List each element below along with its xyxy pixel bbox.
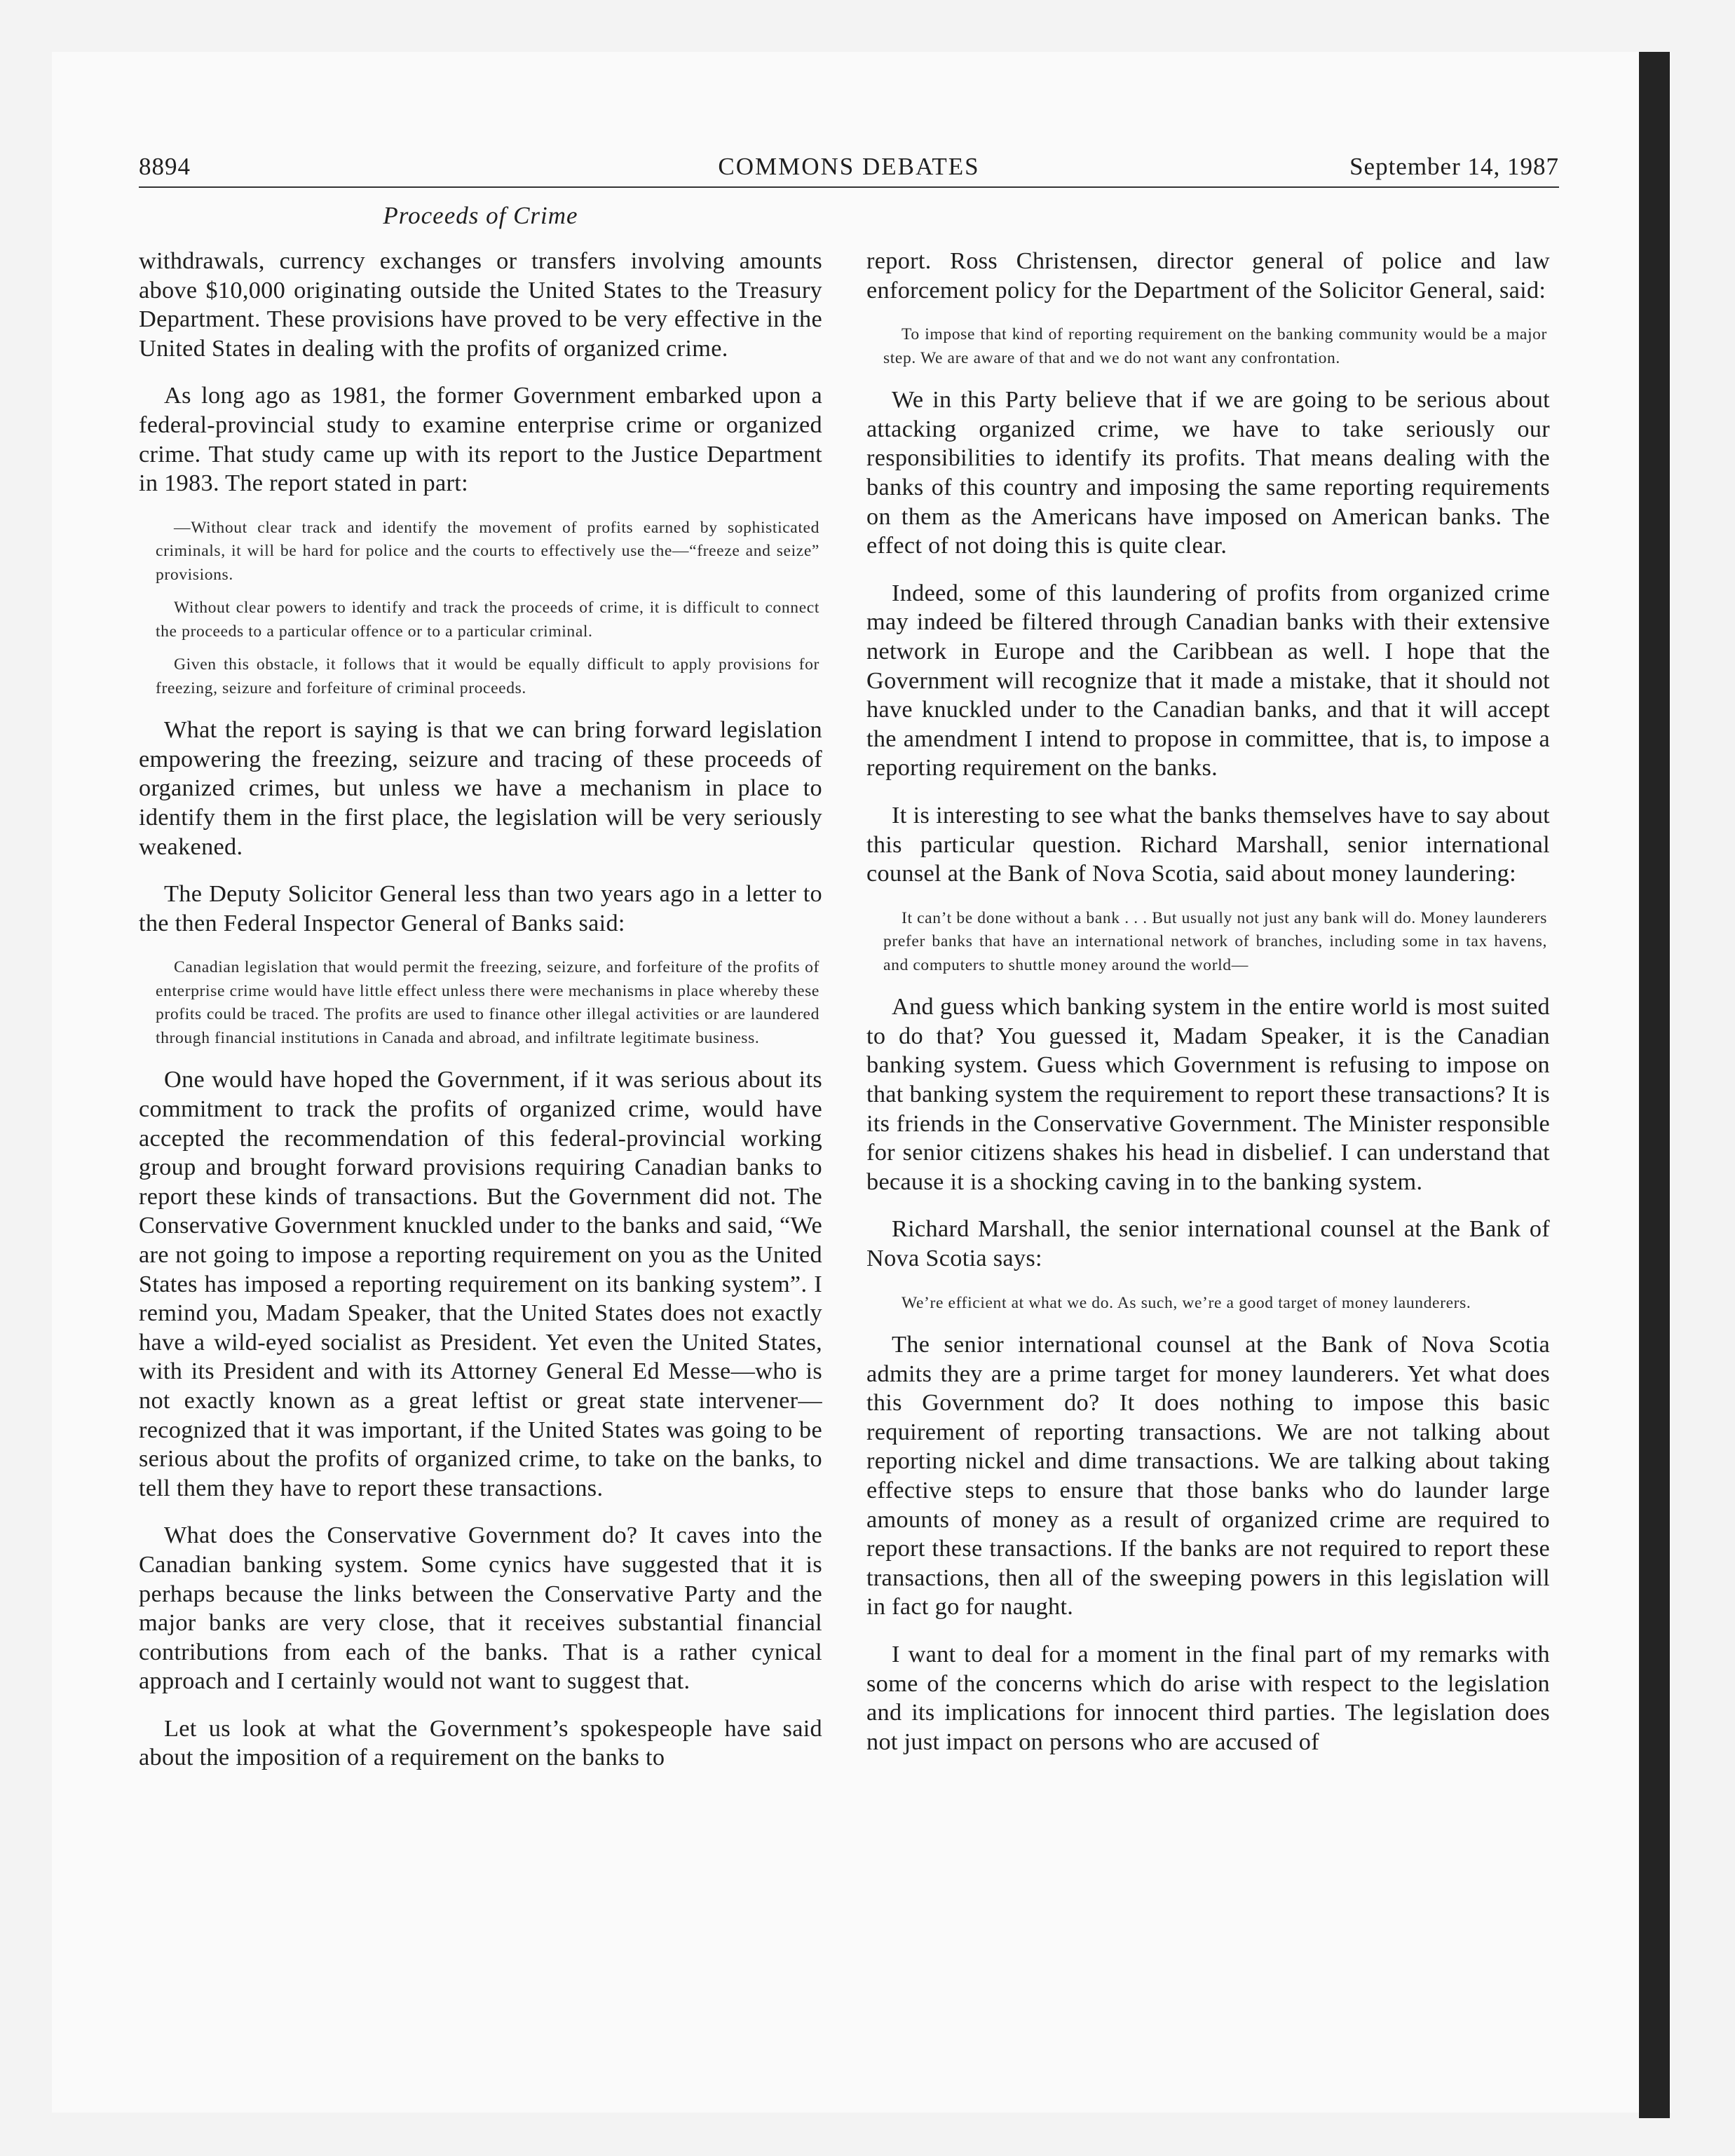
paragraph: The senior international counsel at the Bank of Nova Scotia admits they are a prime target for money launderers. Yet what does this Government do? It does nothing to impose this basic requirement of reporting transactions. We are not talking about reporting nickel and dime transactions. We are talking about taking effective steps to ensure that those banks who do launder large amounts of money as a result of organized crime are required to report these transactions. If the banks are not required to report these transactions, then all of the sweeping powers in this legislation will in fact go for naught. (866, 1331, 1550, 1621)
scan-edge-bar (1639, 52, 1670, 2118)
block-quote: Canadian legislation that would permit the freezing, seizure, and forfeiture of the profits of enterprise crime would have little effect unless there were mechanisms in place whereby these profits could be traced. The profits are used to finance other illegal activities or are laundered through financial institutions in Canada and abroad, and infiltrate legitimate business. (156, 958, 819, 1047)
paragraph: One would have hoped the Government, if it was serious about its commitment to track the profits of organized crime, would have accepted the recommendation of this federal-provincial working group and brought forward provisions requiring Canadian banks to report these kinds of transactions. But the Government did not. The Conservative Government knuckled under to the banks and said, “We are not going to impose a reporting requirement on you as the United States has imposed a reporting requirement on its banking system”. I remind you, Madam Speaker, that the United States does not exactly have a wild-eyed socialist as President. Yet even the United States, with its President and with its Attorney General Ed Messe—who is not exactly known as a great leftist or great state intervener—recognized that it was important, if the United States was going to be serious about the profits of organized crime, to take on the banks, to tell them they have to report these transactions. (139, 1066, 822, 1501)
publication-title: COMMONS DEBATES (718, 153, 980, 180)
block-quote: To impose that kind of reporting requirement on the banking community would be a major step. We are aware of that and we do not want any confrontation. (883, 325, 1547, 367)
block-quote: Without clear powers to identify and track the proceeds of crime, it is difficult to connect the proceeds to a particular offence or to a particular criminal. (156, 599, 819, 641)
paragraph: withdrawals, currency exchanges or transfers involving amounts above $10,000 originating outside the United States to the Treasury Department. These provisions have proved to be very effective in the United States in dealing with the profits of organized crime. (139, 247, 822, 362)
paragraph: Indeed, some of this laundering of profits from organized crime may indeed be filtered through Canadian banks with their extensive network in Europe and the Caribbean as well. I hope that the Government will recognize that it made a mistake, that it should not have knuckled under to the Canadian banks, and that it will accept the amendment I intend to propose in committee, that is, to impose a reporting requirement on the banks. (866, 579, 1550, 782)
section-title: Proceeds of Crime (383, 202, 578, 229)
paragraph: What the report is saying is that we can bring forward legislation empowering the freezing, seizure and tracing of these proceeds of organized crimes, but unless we have a mechanism in place to identify them in the first place, the legislation will be very seriously weakened. (139, 716, 822, 860)
paragraph: It is interesting to see what the banks themselves have to say about this particular question. Richard Marshall, senior international counsel at the Bank of Nova Scotia, said about money laundering: (866, 801, 1550, 887)
page-header (139, 153, 1559, 184)
paragraph: As long ago as 1981, the former Government embarked upon a federal-provincial study to examine enterprise crime or organized crime. That study came up with its report to the Justice Department in 1983. The report stated in part: (139, 382, 822, 497)
paragraph: The Deputy Solicitor General less than two years ago in a letter to the then Federal Inspector General of Banks said: (139, 880, 822, 936)
paragraph: We in this Party believe that if we are going to be serious about attacking organized crime, we have to take seriously our responsibilities to identify its profits. That means dealing with the banks of this country and imposing the same reporting requirements on them as the Americans have imposed on American banks. The effect of not doing this is quite clear. (866, 386, 1550, 559)
page-date: September 14, 1987 (1349, 153, 1559, 180)
paragraph: What does the Conservative Government do? It caves into the Canadian banking system. Some cynics have suggested that it is perhaps because the links between the Conservative Party and the major banks are very close, that it receives substantial financial contributions from each of the banks. That is a rather cynical approach and I certainly would not want to suggest that. (139, 1522, 822, 1695)
paragraph: Richard Marshall, the senior international counsel at the Bank of Nova Scotia says: (866, 1215, 1550, 1271)
left-column (139, 247, 822, 1791)
paragraph: And guess which banking system in the entire world is most suited to do that? You guessed it, Madam Speaker, it is the Canadian banking system. Guess which Government is refusing to impose on that banking system the requirement to report these transactions? It is its friends in the Conservative Government. The Minister responsible for senior citizens shakes his head in disbelief. I can understand that because it is a shocking caving in to the banking system. (866, 993, 1550, 1195)
paragraph: Let us look at what the Government’s spokespeople have said about the imposition of a requirement on the banks to (139, 1714, 822, 1771)
block-quote: —Without clear track and identify the movement of profits earned by sophisticated criminals, it will be hard for police and the courts to effectively use the—“freeze and seize” provisions. (156, 518, 819, 584)
page-number: 8894 (139, 153, 191, 180)
block-quote: It can’t be done without a bank . . . But usually not just any bank will do. Money launderers prefer banks that have an international network of branches, including some in tax havens, and computers to shuttle money around the world— (883, 908, 1547, 974)
right-column (866, 247, 1550, 1775)
paragraph: report. Ross Christensen, director general of police and law enforcement policy for the Department of the Solicitor General, said: (866, 247, 1550, 303)
paragraph: I want to deal for a moment in the final part of my remarks with some of the concerns which do arise with respect to the legislation and its implications for innocent third parties. The legislation does not just impact on persons who are accused of (866, 1640, 1550, 1755)
block-quote: We’re efficient at what we do. As such, we’re a good target of money launderers. (901, 1293, 1471, 1312)
block-quote: Given this obstacle, it follows that it would be equally difficult to apply provisions for freezing, seizure and forfeiture of criminal proceeds. (156, 655, 819, 697)
header-rule (139, 186, 1559, 188)
